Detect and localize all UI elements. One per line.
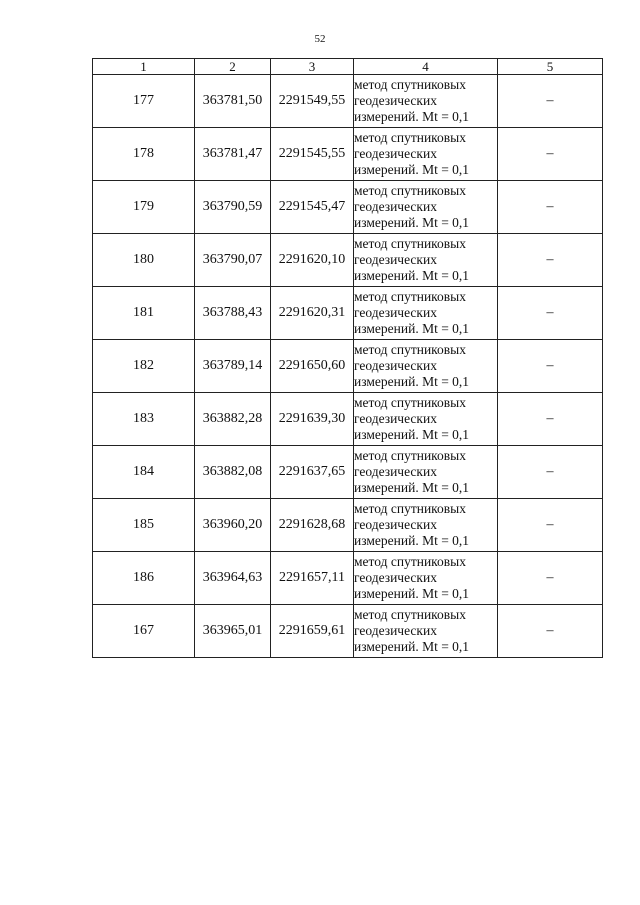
y-coordinate-cell: 2291549,55	[271, 75, 354, 128]
method-text-line: измерений. Mt = 0,1	[354, 639, 470, 654]
method-cell	[354, 499, 498, 552]
method-text-line: измерений. Mt = 0,1	[354, 215, 470, 230]
x-coordinate-cell: 363964,63	[195, 552, 271, 605]
point-number-cell: 186	[93, 552, 195, 605]
method-text-line: метод спутниковых	[354, 554, 466, 569]
note-cell: –	[498, 552, 603, 605]
method-text-line: измерений. Mt = 0,1	[354, 427, 470, 442]
method-text-line: измерений. Mt = 0,1	[354, 268, 470, 283]
table-row	[93, 605, 603, 658]
point-number-cell: 181	[93, 287, 195, 340]
table-row	[93, 552, 603, 605]
y-coordinate-cell: 2291639,30	[271, 393, 354, 446]
table-row	[93, 446, 603, 499]
header-col-3: 3	[271, 59, 354, 75]
note-cell: –	[498, 446, 603, 499]
method-text-line: геодезических	[354, 146, 437, 161]
method-cell	[354, 552, 498, 605]
point-number-cell: 185	[93, 499, 195, 552]
method-text-line: измерений. Mt = 0,1	[354, 586, 470, 601]
method-cell	[354, 340, 498, 393]
table-row	[93, 340, 603, 393]
header-col-1: 1	[93, 59, 195, 75]
point-number-cell: 177	[93, 75, 195, 128]
method-cell	[354, 605, 498, 658]
method-text-line: геодезических	[354, 358, 437, 373]
note-cell: –	[498, 340, 603, 393]
method-text-line: геодезических	[354, 623, 437, 638]
method-text-line: измерений. Mt = 0,1	[354, 533, 470, 548]
y-coordinate-cell: 2291650,60	[271, 340, 354, 393]
method-text-line: измерений. Mt = 0,1	[354, 109, 470, 124]
point-number-cell: 167	[93, 605, 195, 658]
header-col-2: 2	[195, 59, 271, 75]
table-row	[93, 234, 603, 287]
table-row	[93, 287, 603, 340]
method-text-line: метод спутниковых	[354, 236, 466, 251]
note-cell: –	[498, 181, 603, 234]
table-row	[93, 128, 603, 181]
point-number-cell: 180	[93, 234, 195, 287]
method-cell	[354, 75, 498, 128]
y-coordinate-cell: 2291545,55	[271, 128, 354, 181]
point-number-cell: 182	[93, 340, 195, 393]
x-coordinate-cell: 363781,47	[195, 128, 271, 181]
x-coordinate-cell: 363790,07	[195, 234, 271, 287]
point-number-cell: 183	[93, 393, 195, 446]
method-text-line: геодезических	[354, 252, 437, 267]
point-number-cell: 184	[93, 446, 195, 499]
table-row	[93, 499, 603, 552]
note-cell: –	[498, 499, 603, 552]
table-row	[93, 75, 603, 128]
point-number-cell: 179	[93, 181, 195, 234]
method-text-line: метод спутниковых	[354, 607, 466, 622]
method-text-line: геодезических	[354, 93, 437, 108]
method-text-line: геодезических	[354, 199, 437, 214]
method-text-line: метод спутниковых	[354, 501, 466, 516]
table-header-row	[93, 59, 603, 75]
coordinates-table	[92, 58, 603, 658]
method-cell	[354, 287, 498, 340]
y-coordinate-cell: 2291620,10	[271, 234, 354, 287]
method-text-line: измерений. Mt = 0,1	[354, 162, 470, 177]
note-cell: –	[498, 287, 603, 340]
x-coordinate-cell: 363960,20	[195, 499, 271, 552]
method-text-line: измерений. Mt = 0,1	[354, 321, 470, 336]
method-text-line: геодезических	[354, 570, 437, 585]
table-row	[93, 181, 603, 234]
x-coordinate-cell: 363781,50	[195, 75, 271, 128]
method-text-line: метод спутниковых	[354, 130, 466, 145]
header-col-5: 5	[498, 59, 603, 75]
method-text-line: геодезических	[354, 517, 437, 532]
y-coordinate-cell: 2291545,47	[271, 181, 354, 234]
note-cell: –	[498, 393, 603, 446]
x-coordinate-cell: 363789,14	[195, 340, 271, 393]
x-coordinate-cell: 363882,28	[195, 393, 271, 446]
note-cell: –	[498, 605, 603, 658]
method-text-line: метод спутниковых	[354, 395, 466, 410]
page-number: 52	[314, 33, 326, 45]
x-coordinate-cell: 363965,01	[195, 605, 271, 658]
method-text-line: измерений. Mt = 0,1	[354, 374, 470, 389]
method-text-line: метод спутниковых	[354, 183, 466, 198]
y-coordinate-cell: 2291620,31	[271, 287, 354, 340]
method-text-line: геодезических	[354, 464, 437, 479]
method-text-line: геодезических	[354, 305, 437, 320]
method-text-line: метод спутниковых	[354, 448, 466, 463]
method-text-line: метод спутниковых	[354, 289, 466, 304]
method-cell	[354, 234, 498, 287]
method-text-line: метод спутниковых	[354, 77, 466, 92]
method-text-line: метод спутниковых	[354, 342, 466, 357]
x-coordinate-cell: 363788,43	[195, 287, 271, 340]
y-coordinate-cell: 2291637,65	[271, 446, 354, 499]
table-row	[93, 393, 603, 446]
method-cell	[354, 446, 498, 499]
method-cell	[354, 393, 498, 446]
method-cell	[354, 128, 498, 181]
y-coordinate-cell: 2291657,11	[271, 552, 354, 605]
method-text-line: геодезических	[354, 411, 437, 426]
note-cell: –	[498, 234, 603, 287]
table-body	[93, 75, 603, 658]
method-cell	[354, 181, 498, 234]
y-coordinate-cell: 2291628,68	[271, 499, 354, 552]
note-cell: –	[498, 128, 603, 181]
x-coordinate-cell: 363790,59	[195, 181, 271, 234]
method-text-line: измерений. Mt = 0,1	[354, 480, 470, 495]
note-cell: –	[498, 75, 603, 128]
y-coordinate-cell: 2291659,61	[271, 605, 354, 658]
point-number-cell: 178	[93, 128, 195, 181]
header-col-4: 4	[354, 59, 498, 75]
x-coordinate-cell: 363882,08	[195, 446, 271, 499]
